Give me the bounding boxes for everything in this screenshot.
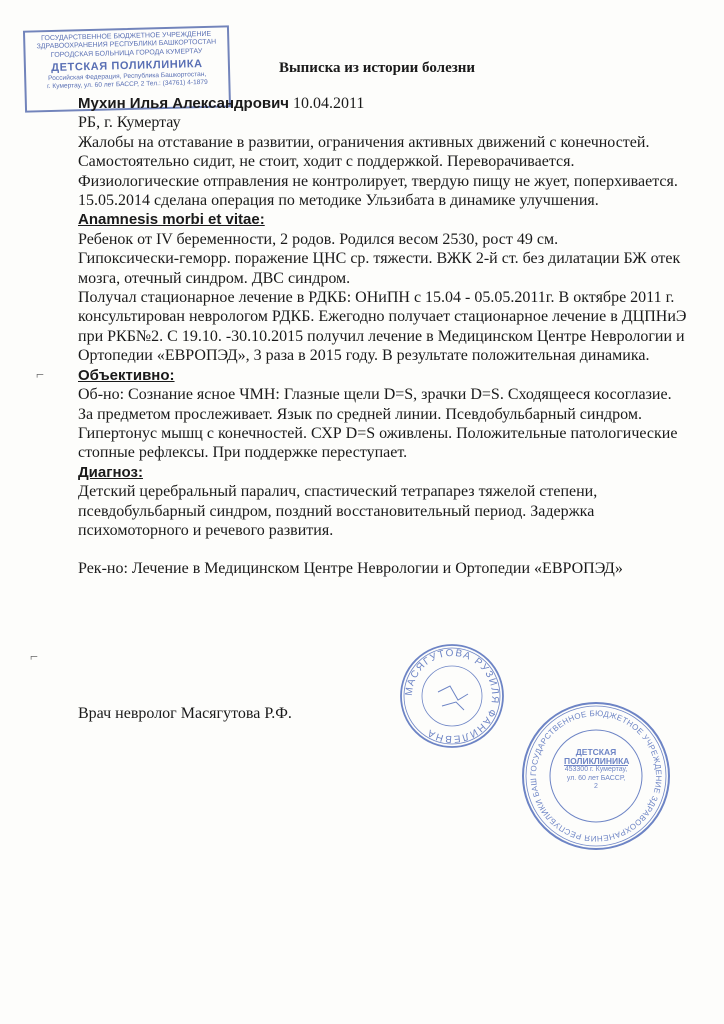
doctor-seal-ring-text: МАСЯГУТОВА РУЗИЛЯ ФАНИЛЕВНА [403,647,501,745]
patient-location: РБ, г. Кумертау [78,114,181,132]
patient-line [78,94,688,113]
objective-heading: Объективно: [78,366,175,384]
institution-seal-center [564,748,628,792]
corner-stamp-name: ДЕТСКАЯ ПОЛИКЛИНИКА [51,58,203,75]
recommendation-text: Рек-но: Лечение в Медицинском Центре Неврологии и Ортопедии «ЕВРОПЭД» [78,560,623,578]
anamnesis-paragraph-2: Гипоксически-геморр. поражение ЦНС ср. тяжести. ВЖК 2-й ст. без дилатации БЖ отек мозга, отечный синдром. ДВС синдром. [78,250,681,287]
anamnesis-paragraph-3: Получал стационарное лечение в РДКБ: ОНиПН с 15.04 - 05.05.2011г. В октябре 2011 г. консультирован неврологом РДКБ. Ежегодно получает стационарное лечение в ДЦПНиЭ при РКБ№2. С 19.10. -30.10.2015 получил лечение в Медицинском Центре Неврологии и Ортопедии «ЕВРОПЭД», 3 раза в 2015 году. В результате положительная динамика. [78,289,687,365]
corner-stamp-line1: ГОСУДАРСТВЕННОЕ БЮДЖЕТНОЕ УЧРЕЖДЕНИЕ [41,30,212,43]
corner-stamp-addr2: г. Кумертау, ул. 60 лет БАССР, 2 Тел.: (34761) 4-1879 [47,79,208,91]
corner-stamp-line2: ЗДРАВООХРАНЕНИЯ РЕСПУБЛИКИ БАШКОРТОСТАН [36,39,217,51]
corner-stamp-line3: ГОРОДСКАЯ БОЛЬНИЦА ГОРОДА КУМЕРТАУ [50,47,203,59]
institution-seal-addr1: 453300 г. Кумертау, [564,766,628,773]
institution-seal [516,693,672,852]
complaints-text: Жалобы на отставание в развитии, ограничения активных движений с конечностей. Самостоятельно сидит, не стоит, ходит с поддержкой. Переворачивается. Физиологические отправления не контролирует, твердую пищу не жует, поперхивается. 15.05.2014 сделана операция по методике Ульзибата в динамике улучшения. [78,133,678,210]
anamnesis-paragraph-1: Ребенок от IV беременности, 2 родов. Родился весом 2530, рост 49 см. [78,230,559,248]
doctor-seal [398,642,506,750]
institution-seal-addr2: ул. 60 лет БАССР, 2 [566,774,626,790]
document-title: Выписка из истории болезни [278,60,476,76]
spacer [78,540,688,559]
diagnosis-heading: Диагноз: [78,463,143,481]
doctor-signature-line: Врач невролог Масягутова Р.Ф. [78,705,292,722]
margin-mark: ⌐ [30,650,38,665]
corner-stamp-addr1: Российская Федерация, Республика Башкортостан, [48,71,207,83]
diagnosis-text: Детский церебральный паралич, спастический тетрапарез тяжелой степени, псевдобульбарный синдром, поздний восстановительный период. Задержка психомоторного и речевого развития. [78,483,598,539]
institution-seal-name: ДЕТСКАЯ ПОЛИКЛИНИКА [564,747,630,766]
anamnesis-heading: Anamnesis morbi et vitae: [78,211,265,229]
objective-text: Об-но: Сознание ясное ЧМН: Глазные щели D=S, зрачки D=S. Сходящееся косоглазие. За предметом прослеживает. Язык по средней линии. Псевдобульбарный синдром. Гипертонус мышц с конечностей. СХР D=S оживлены. Положительные патологические стопные рефлексы. При поддержке переступает. [78,386,678,462]
doctor-seal-graphic [398,642,506,750]
margin-mark: ⌐ [36,368,44,383]
institution-seal-ring-text: ГОСУДАРСТВЕННОЕ БЮДЖЕТНОЕ УЧРЕЖДЕНИЕ ЗДРАВООХРАНЕНИЯ РЕСПУБЛИКИ БАШКОРТОСТАН ГОРОДСКАЯ БОЛЬНИЦА ГОРОДА КУМЕРТАУ [516,693,664,844]
patient-dob: 10.04.2011 [293,95,365,112]
document-body [78,94,688,579]
patient-name: Мухин Илья Александрович [78,95,290,112]
